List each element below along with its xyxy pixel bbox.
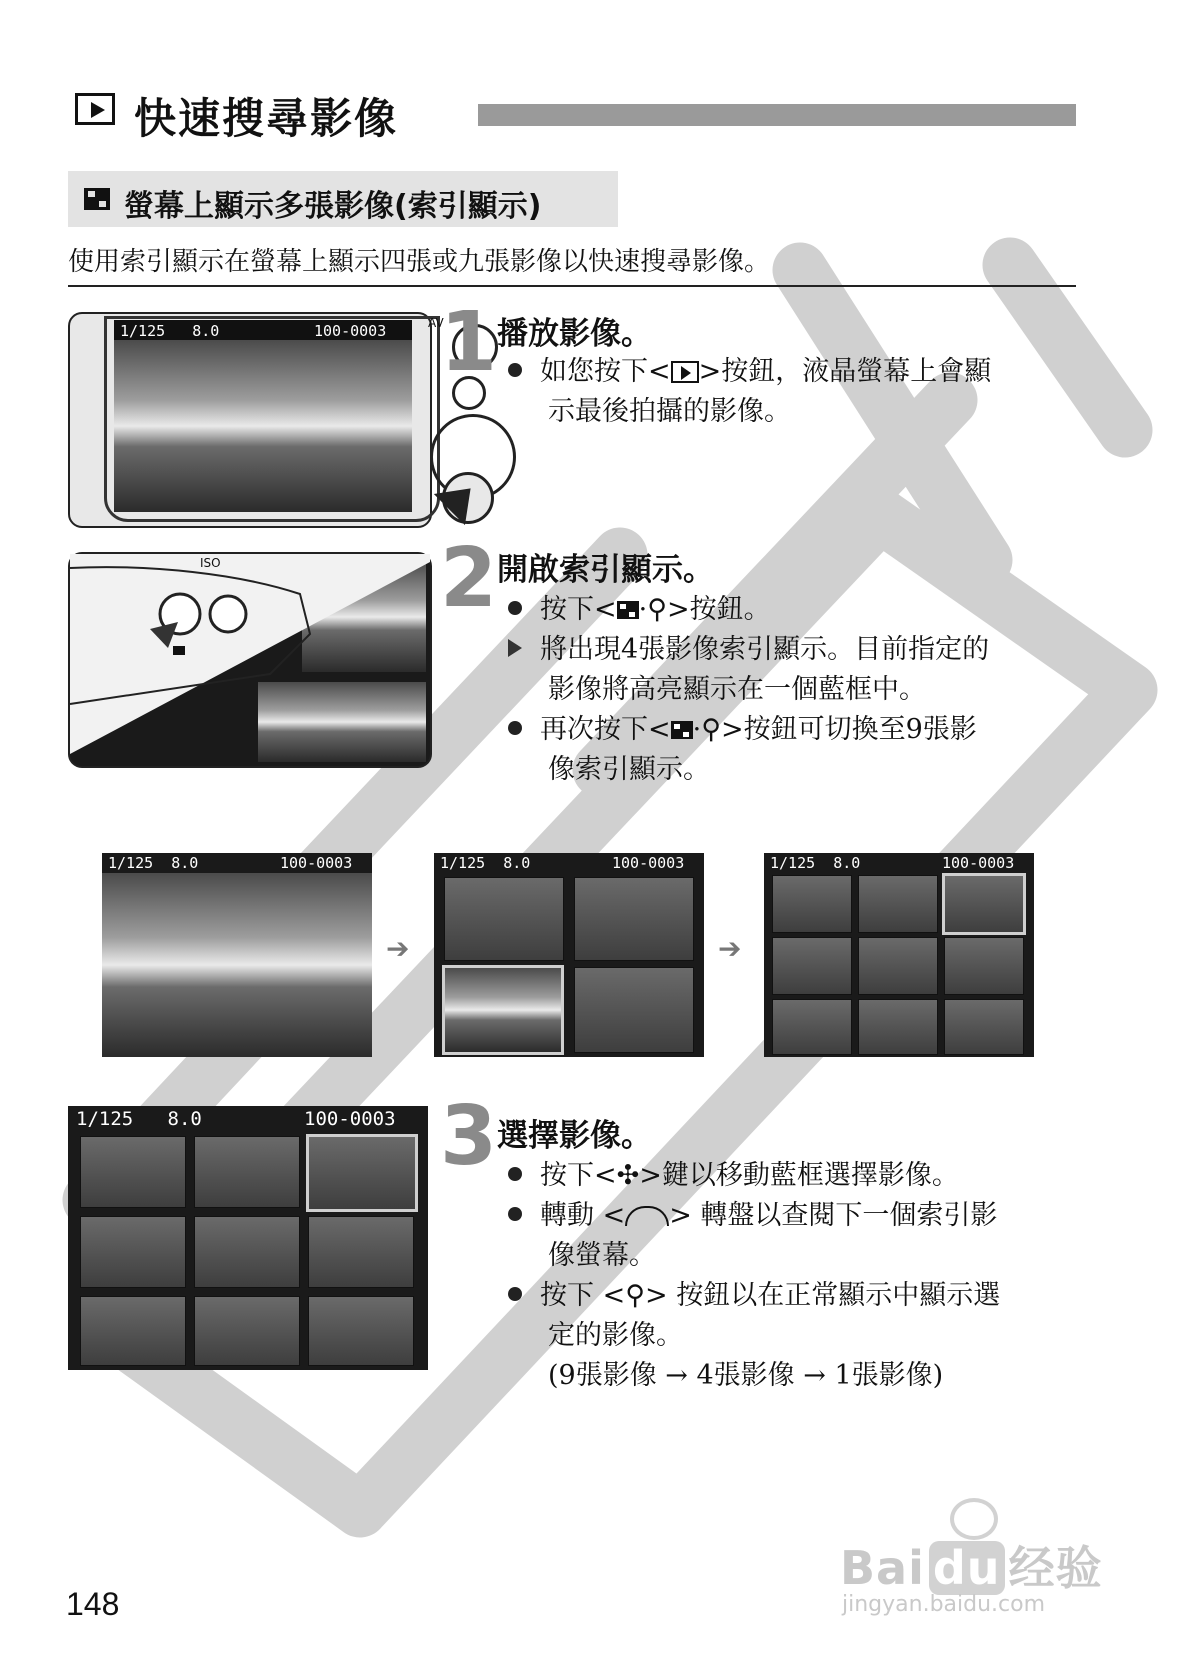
page-title: 快速搜尋影像: [134, 94, 399, 143]
camera-back-photo-1: [68, 312, 444, 528]
osd-aperture: 8.0: [171, 854, 199, 872]
osd-shutter: 1/125: [108, 854, 154, 872]
bullet-icon: [508, 1167, 522, 1181]
thumbnail: [444, 877, 564, 961]
nine-image-index-screen: [764, 853, 1034, 1057]
osd-file-number: 100-0003: [314, 322, 387, 340]
step-title-2: 開啟索引顯示。: [497, 552, 714, 588]
osd-shutter: 1/125: [76, 1108, 134, 1130]
step-number-3: 3: [440, 1089, 498, 1184]
thumbnail: [80, 1216, 186, 1288]
thumbnail: [574, 877, 694, 961]
bullet-icon: [508, 1287, 522, 1301]
thumbnail-selected: [442, 965, 564, 1055]
bullet-icon: [508, 721, 522, 735]
thumbnail: [80, 1136, 186, 1208]
step-title-1: 播放影像。: [497, 316, 652, 352]
result-arrow-icon: [508, 639, 522, 657]
thumbnail: [194, 1136, 300, 1208]
step-1-text: 如您按下< >按鈕，液晶螢幕上會顯 示最後拍攝的影像。: [508, 352, 991, 432]
step-3-text: 按下<✣>鍵以移動藍框選擇影像。 轉動 < > 轉盤以查閱下一個索引影 像螢幕。 按下 <⚲> 按鈕以在正常顯示中顯示選 定的影像。 (9張影像 → 4張影像 → 1張影像): [508, 1156, 1000, 1396]
osd-aperture: 8.0: [833, 854, 861, 872]
single-image-screen: [102, 853, 372, 1057]
osd-file-number: 100-0003: [280, 854, 353, 872]
bullet-icon: [508, 601, 522, 615]
av-label: AV: [428, 316, 444, 330]
osd-file-number: 100-0003: [942, 854, 1015, 872]
osd-aperture: 8.0: [192, 322, 220, 340]
bullet-icon: [508, 1207, 522, 1221]
section-title: 螢幕上顯示多張影像(索引顯示): [124, 189, 542, 224]
cross-keys-icon: ✣: [616, 1160, 640, 1191]
thumbnail: [944, 937, 1024, 995]
iso-label: ISO: [200, 556, 221, 570]
step-number-1: 1: [440, 295, 498, 390]
baidu-watermark: Bai du 经验 jingyan.baidu.com: [840, 1498, 1140, 1628]
osd-file-number: 100-0003: [304, 1108, 396, 1130]
zoom-in-icon: ⚲: [625, 1280, 645, 1311]
index-icon: [617, 601, 639, 619]
step-2-text: 按下< ·⚲>按鈕。 將出現4張影像索引顯示。目前指定的 影像將高亮顯示在一個藍框中。 再次按下< ·⚲>按鈕可切換至9張影 像索引顯示。: [508, 590, 989, 790]
thumbnail-selected: [306, 1134, 418, 1212]
thumbnail: [80, 1296, 186, 1366]
thumbnail-selected: [942, 873, 1026, 935]
bullet-icon: [508, 363, 522, 377]
playback-icon: [75, 93, 115, 125]
section-header: [68, 171, 618, 227]
next-arrow-icon: ➔: [718, 932, 742, 965]
page-number: 148: [66, 1586, 120, 1622]
osd-shutter: 1/125: [440, 854, 486, 872]
osd-aperture: 8.0: [167, 1108, 202, 1130]
thumbnail: [772, 875, 852, 933]
index-icon: [84, 188, 110, 210]
osd-shutter: 1/125: [120, 322, 166, 340]
step-title-3: 選擇影像。: [497, 1118, 652, 1154]
thumbnail: [858, 875, 938, 933]
thumbnail: [574, 967, 694, 1053]
intro-text: 使用索引顯示在螢幕上顯示四張或九張影像以快速搜尋影像。: [68, 247, 771, 277]
step-number-2: 2: [440, 531, 498, 626]
nine-image-index-large: [68, 1106, 428, 1370]
osd-file-number: 100-0003: [612, 854, 685, 872]
thumbnail: [194, 1296, 300, 1366]
thumbnail: [858, 999, 938, 1055]
thumbnail: [772, 937, 852, 995]
playback-icon: [671, 361, 699, 383]
camera-top-photo-2: [68, 552, 432, 768]
zoom-out-icon: ⚲: [701, 714, 721, 745]
thumbnail: [308, 1296, 414, 1366]
thumbnail: [858, 937, 938, 995]
osd-aperture: 8.0: [503, 854, 531, 872]
four-image-index-screen: [434, 853, 704, 1057]
osd-shutter: 1/125: [770, 854, 816, 872]
divider: [68, 285, 1076, 287]
next-arrow-icon: ➔: [386, 932, 410, 965]
main-dial-icon: [625, 1206, 669, 1226]
thumbnail: [308, 1216, 414, 1288]
index-icon: [671, 721, 693, 739]
thumbnail: [194, 1216, 300, 1288]
watermark-url: jingyan.baidu.com: [842, 1592, 1046, 1617]
thumbnail: [772, 999, 852, 1055]
title-bar-decoration: [478, 104, 1076, 126]
thumbnail: [944, 999, 1024, 1055]
zoom-out-icon: ⚲: [647, 594, 667, 625]
